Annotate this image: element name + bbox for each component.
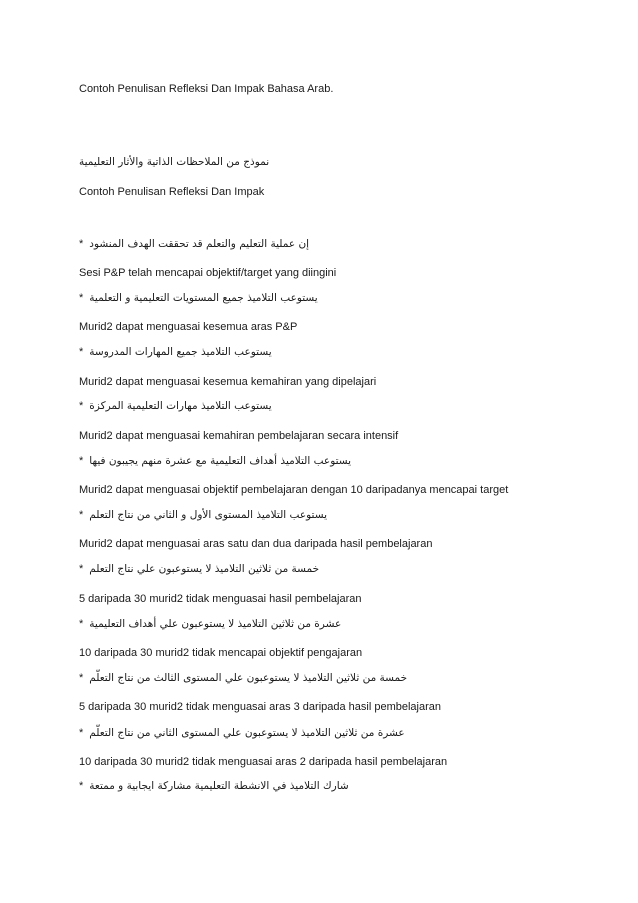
arabic-text: يستوعب التلاميذ جميع المستويات التعليمية و التعلمية bbox=[89, 292, 318, 304]
bullet-marker: * bbox=[79, 238, 84, 250]
malay-translation: Murid2 dapat menguasai kemahiran pembelajaran secara intensif bbox=[79, 430, 399, 442]
bullet-marker: * bbox=[79, 455, 84, 467]
malay-translation: 10 daripada 30 murid2 tidak mencapai objektif pengajaran bbox=[79, 647, 363, 659]
arabic-item bbox=[79, 672, 407, 684]
malay-translation: Murid2 dapat menguasai kesemua kemahiran yang dipelajari bbox=[79, 376, 377, 388]
arabic-text: يستوعب التلاميذ المستوى الأول و الثاني من نتاج التعلم bbox=[89, 509, 327, 521]
malay-translation: Murid2 dapat menguasai aras satu dan dua daripada hasil pembelajaran bbox=[79, 538, 433, 550]
malay-translation: Murid2 dapat menguasai objektif pembelajaran dengan 10 daripadanya mencapai target bbox=[79, 484, 509, 496]
arabic-item bbox=[79, 618, 341, 630]
bullet-marker: * bbox=[79, 563, 84, 575]
arabic-item bbox=[79, 727, 405, 739]
bullet-marker: * bbox=[79, 618, 84, 630]
malay-translation: 10 daripada 30 murid2 tidak menguasai aras 2 daripada hasil pembelajaran bbox=[79, 756, 448, 768]
malay-translation: 5 daripada 30 murid2 tidak menguasai hasil pembelajaran bbox=[79, 593, 362, 605]
bullet-marker: * bbox=[79, 672, 84, 684]
bullet-marker: * bbox=[79, 400, 84, 412]
arabic-item bbox=[79, 455, 351, 467]
document-title: Contoh Penulisan Refleksi Dan Impak Bahasa Arab. bbox=[79, 83, 334, 95]
arabic-item bbox=[79, 400, 272, 412]
arabic-text: شارك التلاميذ في الانشطة التعليمية مشاركة ايجابية و ممتعة bbox=[89, 780, 349, 792]
arabic-item bbox=[79, 346, 272, 358]
bullet-marker: * bbox=[79, 292, 84, 304]
arabic-text: يستوعب التلاميذ أهداف التعليمية مع عشرة منهم يجيبون فيها bbox=[89, 455, 352, 467]
bullet-marker: * bbox=[79, 727, 84, 739]
bullet-marker: * bbox=[79, 509, 84, 521]
arabic-text: إن عملية التعليم والتعلم قد تحققت الهدف المنشود bbox=[89, 238, 310, 250]
arabic-item bbox=[79, 238, 309, 250]
arabic-text: يستوعب التلاميذ مهارات التعليمية المركزة bbox=[89, 400, 272, 412]
bullet-marker: * bbox=[79, 780, 84, 792]
arabic-text: عشرة من ثلاثين التلاميذ لا يستوعبون علي المستوى الثاني من نتاج التعلّم bbox=[89, 727, 405, 739]
arabic-heading: نموذج من الملاحظات الذاتية والأثار التعليمية bbox=[79, 156, 270, 168]
arabic-item bbox=[79, 292, 318, 304]
arabic-text: خمسة من ثلاثين التلاميذ لا يستوعبون علي المستوى الثالث من نتاج التعلّم bbox=[89, 672, 408, 684]
malay-translation: Sesi P&P telah mencapai objektif/target yang diingini bbox=[79, 267, 337, 279]
arabic-item bbox=[79, 509, 327, 521]
bullet-marker: * bbox=[79, 346, 84, 358]
arabic-item bbox=[79, 563, 319, 575]
malay-translation: 5 daripada 30 murid2 tidak menguasai aras 3 daripada hasil pembelajaran bbox=[79, 701, 442, 713]
malay-translation: Murid2 dapat menguasai kesemua aras P&P bbox=[79, 321, 298, 333]
document-subtitle: Contoh Penulisan Refleksi Dan Impak bbox=[79, 186, 265, 198]
arabic-text: عشرة من ثلاثين التلاميذ لا يستوعبون علي أهداف التعليمية bbox=[89, 618, 342, 630]
arabic-text: خمسة من ثلاثين التلاميذ لا يستوعبون علي نتاج التعلم bbox=[89, 563, 320, 575]
arabic-text: يستوعب التلاميذ جميع المهارات المدروسة bbox=[89, 346, 272, 358]
arabic-item bbox=[79, 780, 349, 792]
